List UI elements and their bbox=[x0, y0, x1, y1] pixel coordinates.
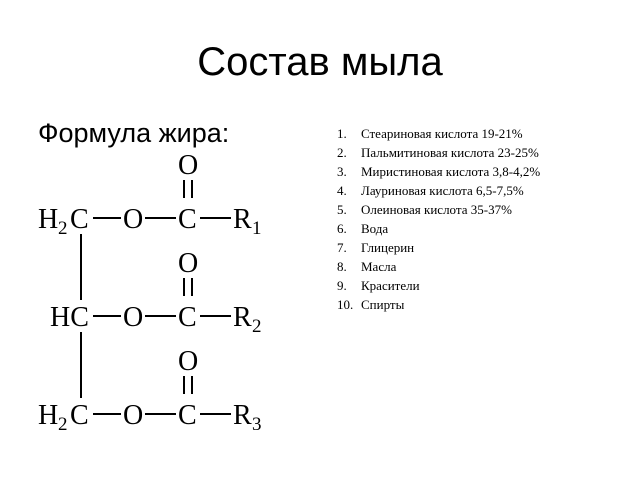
ester-group-1 bbox=[38, 150, 262, 239]
atom-r-3: R bbox=[233, 400, 252, 431]
list-item-number: 1. bbox=[337, 126, 347, 141]
list-item bbox=[337, 238, 540, 257]
list-item-number: 9. bbox=[337, 278, 347, 293]
atom-r-1: R bbox=[233, 204, 252, 235]
atom-h-1: H bbox=[38, 204, 59, 235]
atom-h-3: H bbox=[38, 400, 59, 431]
list-item-number: 8. bbox=[337, 259, 347, 274]
atom-c-glycerol-3: C bbox=[70, 400, 89, 431]
list-item bbox=[337, 295, 540, 314]
atom-o-3: O bbox=[123, 400, 144, 431]
list-item bbox=[337, 219, 540, 238]
composition-list bbox=[337, 124, 540, 314]
carbonyl-oxygen-3: O bbox=[178, 346, 199, 377]
atom-c-glycerol-1: C bbox=[70, 204, 89, 235]
formula-heading: Формула жира: bbox=[38, 118, 230, 148]
list-item-number: 3. bbox=[337, 164, 347, 179]
list-item-number: 4. bbox=[337, 183, 347, 198]
list-item-text: Красители bbox=[361, 278, 420, 293]
atom-o-1: O bbox=[123, 204, 144, 235]
list-item-text: Пальмитиновая кислота 23-25% bbox=[361, 145, 539, 160]
list-item-text: Масла bbox=[361, 259, 397, 274]
carbonyl-oxygen-2: O bbox=[178, 248, 199, 279]
atom-r-2: R bbox=[233, 302, 252, 333]
list-item bbox=[337, 276, 540, 295]
list-item-number: 5. bbox=[337, 202, 347, 217]
list-item-text: Миристиновая кислота 3,8-4,2% bbox=[361, 164, 541, 179]
list-item-text: Спирты bbox=[361, 297, 405, 312]
list-item-number: 7. bbox=[337, 240, 347, 255]
ester-group-3 bbox=[38, 346, 262, 435]
list-item-number: 6. bbox=[337, 221, 347, 236]
list-item bbox=[337, 200, 540, 219]
list-item bbox=[337, 162, 540, 181]
carbonyl-oxygen-1: O bbox=[178, 150, 199, 181]
list-item bbox=[337, 124, 540, 143]
atom-c-acyl-3: C bbox=[178, 400, 197, 431]
subscript-r-2: 2 bbox=[252, 316, 262, 337]
list-item-text: Лауриновая кислота 6,5-7,5% bbox=[361, 183, 524, 198]
list-item-text: Вода bbox=[361, 221, 389, 236]
subscript-2-3: 2 bbox=[58, 414, 68, 435]
atom-hc-2: HC bbox=[50, 302, 89, 333]
list-item-text: Стеариновая кислота 19-21% bbox=[361, 126, 523, 141]
atom-o-2: O bbox=[123, 302, 144, 333]
list-item-text: Олеиновая кислота 35-37% bbox=[361, 202, 512, 217]
list-item bbox=[337, 181, 540, 200]
atom-c-acyl-1: C bbox=[178, 204, 197, 235]
list-item-number: 2. bbox=[337, 145, 347, 160]
list-item-text: Глицерин bbox=[361, 240, 415, 255]
list-item bbox=[337, 257, 540, 276]
subscript-r-1: 1 bbox=[252, 218, 262, 239]
subscript-r-3: 3 bbox=[252, 414, 262, 435]
slide-title: Состав мыла bbox=[197, 40, 443, 84]
list-item bbox=[337, 143, 540, 162]
subscript-2-1: 2 bbox=[58, 218, 68, 239]
atom-c-acyl-2: C bbox=[178, 302, 197, 333]
list-item-number: 10. bbox=[337, 297, 354, 312]
